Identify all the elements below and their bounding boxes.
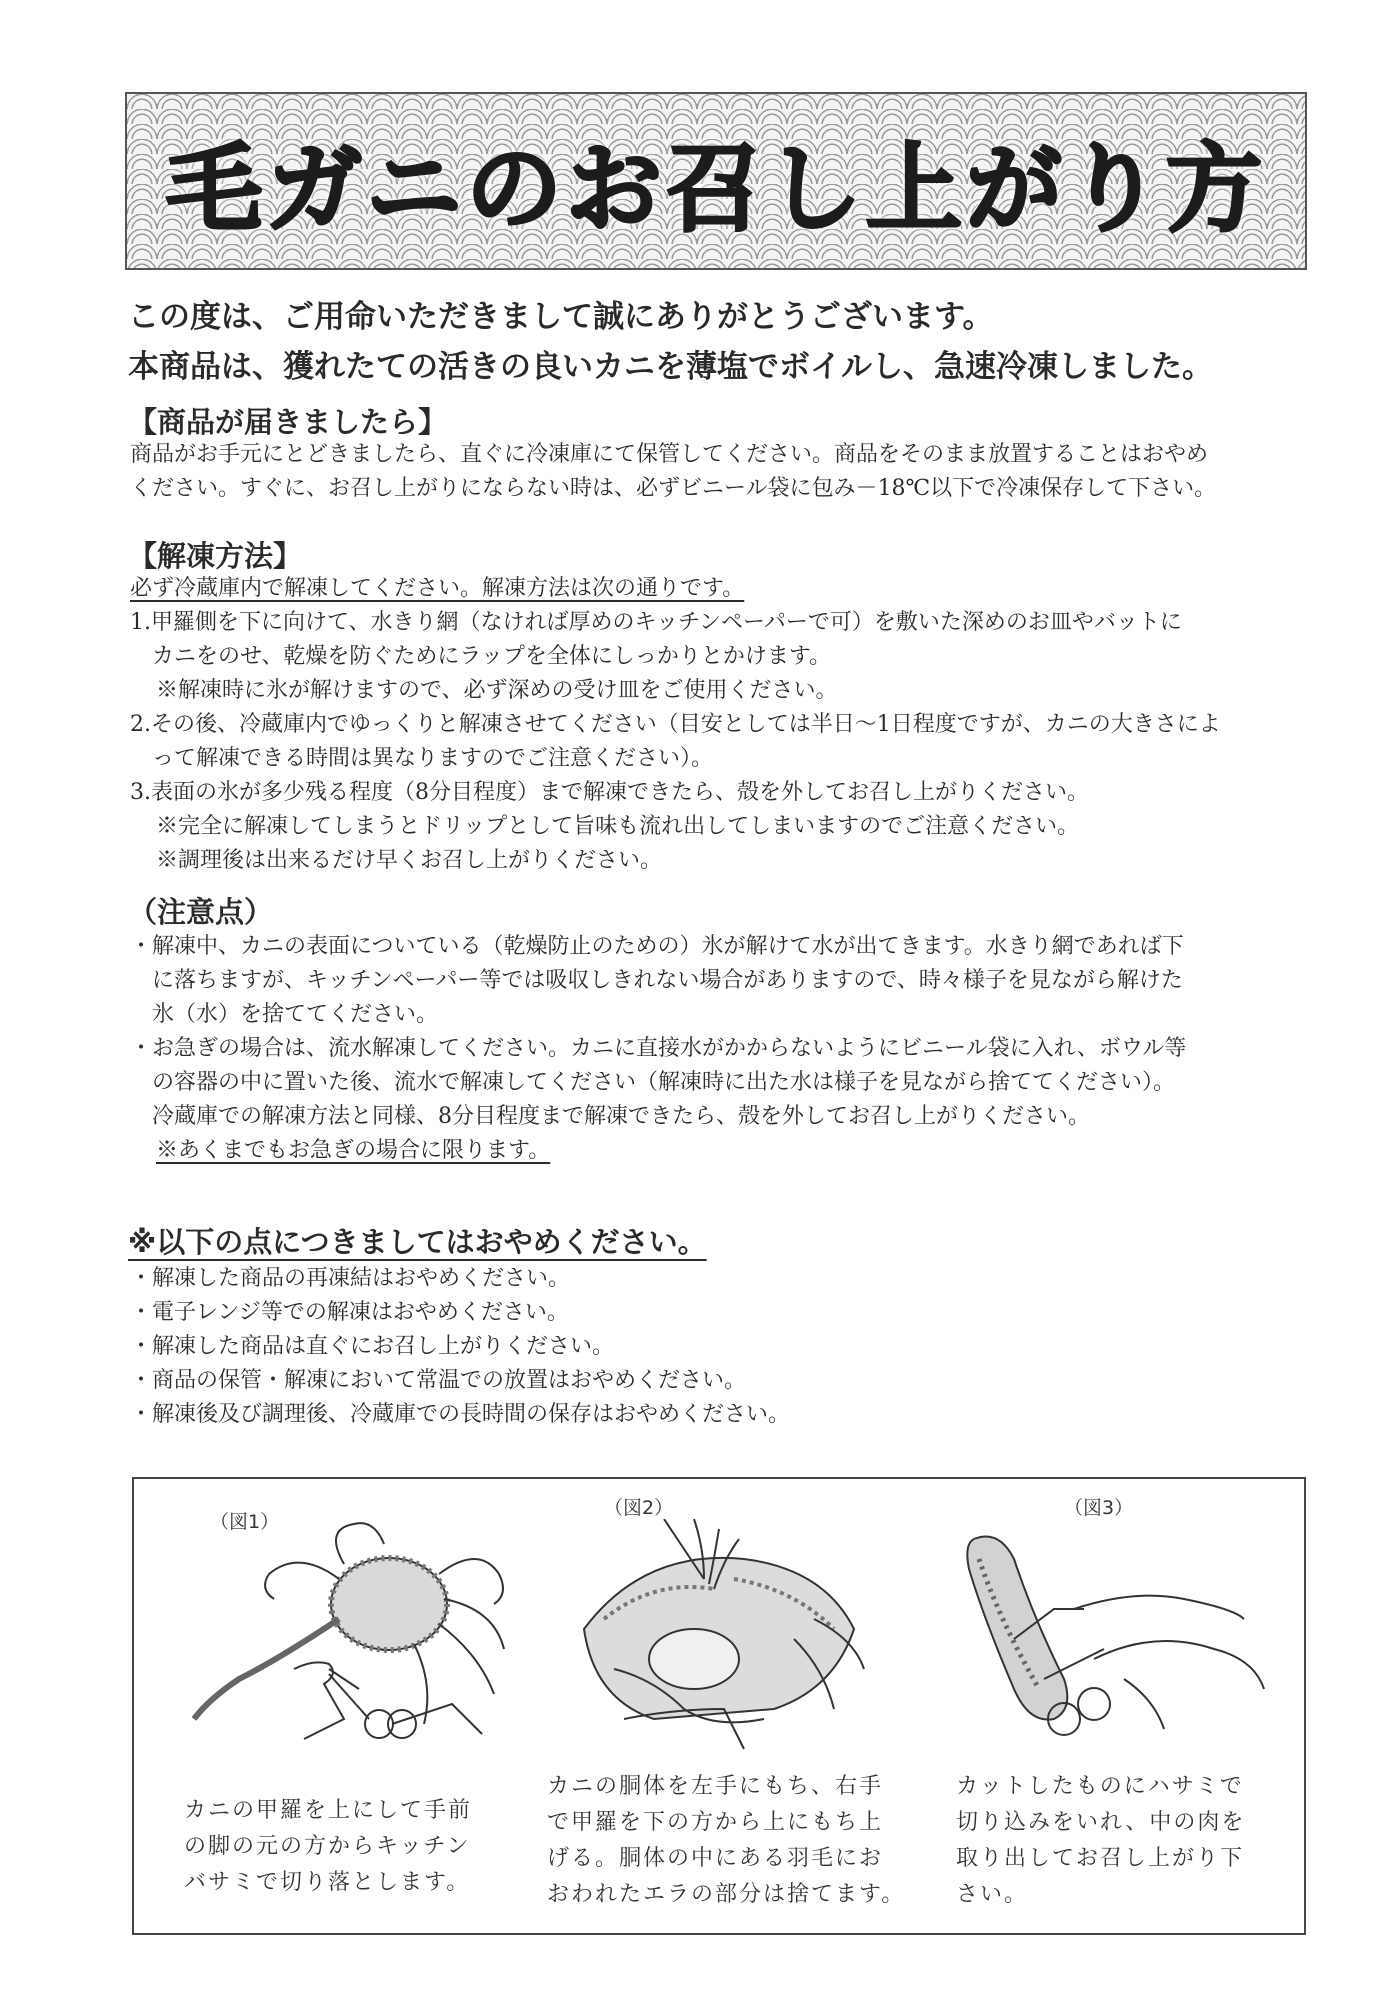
caution-line: に落ちますが、キッチンペーパー等では吸収しきれない場合がありますので、時々様子を見ながら解けた [152, 968, 1183, 993]
intro-line: 本商品は、獲れたての活きの良いカニを薄塩でボイルし、急速冷凍しました。 [128, 349, 1213, 385]
caution-heading: （注意点） [128, 895, 274, 929]
caution-line: 氷（水）を捨ててください。 [152, 1002, 439, 1027]
thaw-line: 1.甲羅側を下に向けて、水きり網（なければ厚めのキッチンペーパーで可）を敷いた深めのお皿やバットに [130, 610, 1182, 635]
figure-1-label: （図1） [210, 1511, 280, 1533]
warning-item: ・商品の保管・解凍において常温での放置はおやめください。 [130, 1368, 747, 1393]
caption-line: 取り出してお召し上がり下 [956, 1846, 1245, 1871]
warning-list [130, 1262, 790, 1432]
figure-panel [132, 1477, 1306, 1935]
page-title: 毛ガニのお召し上がり方 [166, 132, 1266, 245]
caption-line: 切り込みをいれ、中の肉を [956, 1810, 1246, 1835]
thaw-intro-line: 必ず冷蔵庫内で解凍してください。解凍方法は次の通りです。 [130, 576, 745, 601]
caption-line: バサミで切り落とします。 [184, 1870, 471, 1895]
figure-2-caption [547, 1769, 905, 1913]
caption-line: カットしたものにハサミで [956, 1774, 1244, 1799]
warning-item: ・電子レンジ等での解凍はおやめください。 [130, 1300, 569, 1325]
caption-line: さい。 [956, 1882, 1029, 1907]
figure-3-caption [956, 1769, 1245, 1913]
arrival-line: ください。すぐに、お召し上がりにならない時は、必ずビニール袋に包み－18℃以下で冷凍保存して下さい。 [130, 476, 1217, 501]
thaw-line: カニをのせ、乾燥を防ぐためにラップを全体にしっかりとかけます。 [152, 644, 832, 669]
thaw-body [130, 572, 1221, 878]
warning-item: ・解凍後及び調理後、冷蔵庫での長時間の保存はおやめください。 [130, 1402, 791, 1427]
figure-3-label: （図3） [1064, 1497, 1134, 1519]
arrival-line: 商品がお手元にとどきましたら、直ぐに冷凍庫にて保管してください。商品をそのまま放置することはおやめ [130, 442, 1209, 467]
title-banner [125, 92, 1307, 270]
thaw-note: ※解凍時に氷が解けますので、必ず深めの受け皿をご使用ください。 [156, 678, 838, 703]
caution-line: ・お急ぎの場合は、流水解凍してください。カニに直接水がかからないようにビニール袋に入れ、ボウル等 [130, 1036, 1187, 1061]
thaw-heading: 【解凍方法】 [128, 539, 303, 573]
thaw-line: って解凍できる時間は異なりますのでご注意ください）。 [152, 746, 714, 771]
crab-leg-scissors-illustration [954, 1529, 1294, 1759]
thaw-note: ※完全に解凍してしまうとドリップとして旨味も流れ出してしまいますのでご注意ください。 [156, 814, 1080, 839]
arrival-heading: 【商品が届きましたら】 [128, 405, 448, 439]
caption-line: カニの甲羅を上にして手前 [184, 1798, 473, 1823]
caution-body [130, 930, 1186, 1168]
caption-line: おわれたエラの部分は捨てます。 [547, 1882, 906, 1907]
caption-line: で甲羅を下の方から上にもち上 [547, 1810, 884, 1835]
intro-line: この度は、ご用命いただきまして誠にありがとうございます。 [128, 299, 994, 335]
warning-heading: ※以下の点につきましてはおやめください。 [128, 1225, 707, 1259]
thaw-line: 3.表面の氷が多少残る程度（8分目程度）まで解凍できたら、殻を外してお召し上がりください。 [130, 780, 1089, 805]
caption-line: の脚の元の方からキッチン [184, 1834, 471, 1859]
figure-1-caption [184, 1793, 472, 1901]
figure-2-label: （図2） [604, 1497, 674, 1519]
thaw-line: 2.その後、冷蔵庫内でゆっくりと解凍させてください（目安としては半日～1日程度ですが、カニの大きさによ [130, 712, 1221, 737]
caution-line: の容器の中に置いた後、流水で解凍してください（解凍時に出た水は様子を見ながら捨ててください）。 [152, 1070, 1176, 1095]
warning-item: ・解凍した商品の再凍結はおやめください。 [130, 1266, 571, 1291]
crab-cutting-leg-illustration [154, 1519, 554, 1759]
caution-note: ※あくまでもお急ぎの場合に限ります。 [156, 1138, 551, 1163]
caption-line: げる。胴体の中にある羽毛にお [547, 1846, 884, 1871]
arrival-body [130, 438, 1216, 506]
thaw-note: ※調理後は出来るだけ早くお召し上がりください。 [156, 848, 663, 873]
warning-item: ・解凍した商品は直ぐにお召し上がりください。 [130, 1334, 615, 1359]
crab-opening-shell-illustration [544, 1519, 884, 1759]
intro-text [128, 292, 1213, 392]
caution-line: 冷蔵庫での解凍方法と同様、8分目程度まで解凍できたら、殻を外してお召し上がりください。 [152, 1104, 1091, 1129]
caution-line: ・解凍中、カニの表面についている（乾燥防止のための）氷が解けて水が出てきます。水きり網であれば下 [130, 934, 1184, 959]
caption-line: カニの胴体を左手にもち、右手 [547, 1774, 884, 1799]
